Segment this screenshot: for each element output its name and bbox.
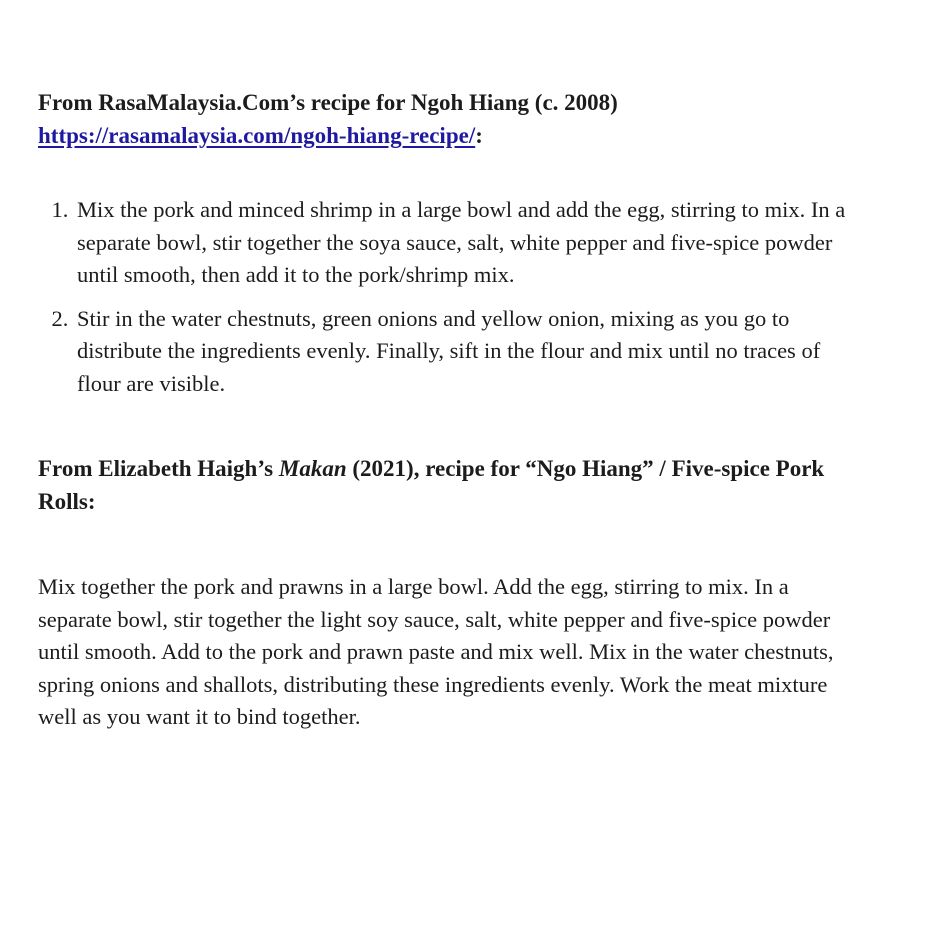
link-colon-suffix: : [475,123,483,148]
book-title-makan: Makan [278,456,347,481]
section1-heading [38,86,854,152]
recipe-step-2: 2. Stir in the water chestnuts, green onions and yellow onion, mixing as you go to distribute the ingredients evenly. Finally, sift in the flour and mix until no traces of flour are visible. [74,303,854,401]
section2-paragraph: Mix together the pork and prawns in a large bowl. Add the egg, stirring to mix. In a separate bowl, stir together the light soy sauce, salt, white pepper and five-spice powder until smooth. Add to the pork and prawn paste and mix well. Mix in the water chestnuts, spring onions and shallots, distributing these ingredients evenly. Work the meat mixture well as you want it to bind together. [38,574,834,729]
section1-heading-text: From RasaMalaysia.Com’s recipe for Ngoh Hiang (c. 2008) [38,90,618,115]
section1-link-line [38,119,854,152]
recipe-step-1: 1. Mix the pork and minced shrimp in a large bowl and add the egg, stirring to mix. In a separate bowl, stir together the soya sauce, salt, white pepper and five-spice powder until smooth, then add it to the pork/shrimp mix. [74,194,854,292]
section2-heading-prefix: From Elizabeth Haigh’s [38,456,279,481]
section2-heading-suffix: (2021), recipe for “Ngo Hiang” / Five-spice Pork Rolls: [38,456,825,514]
section2-heading [38,452,854,518]
recipe-hyperlink[interactable]: https://rasamalaysia.com/ngoh-hiang-recipe/ [38,123,476,148]
recipe-steps-list [38,194,854,400]
